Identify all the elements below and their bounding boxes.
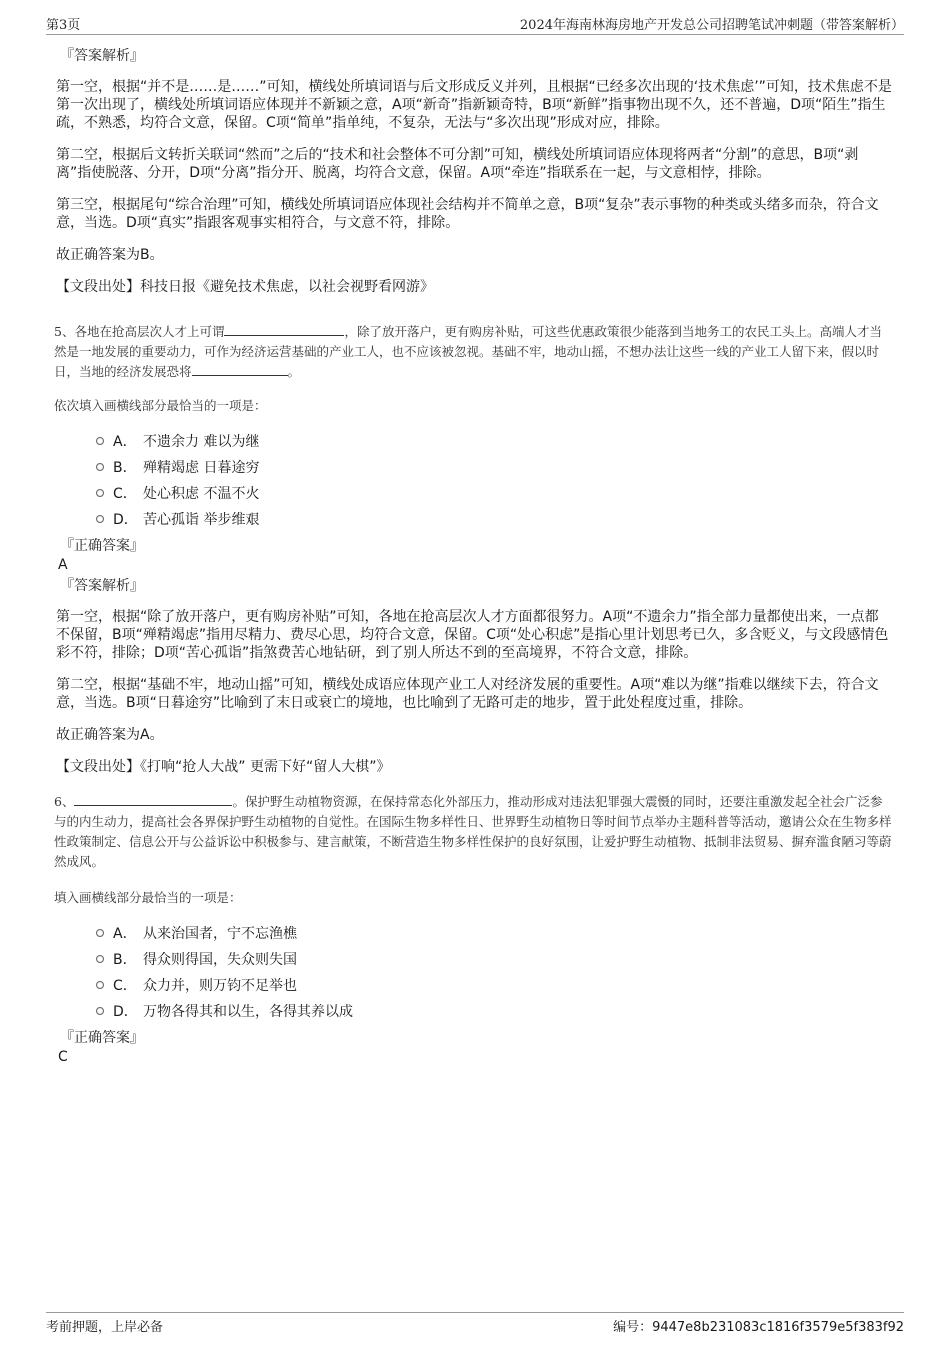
- page-footer: [46, 1312, 904, 1335]
- code-label: 编号：: [613, 1320, 653, 1335]
- q4-source-text: 科技日报《避免技术焦虑，以社会视野看网游》: [140, 279, 434, 295]
- option-text: 苦心孤诣 举步维艰: [143, 512, 260, 528]
- page-content: [56, 46, 892, 1066]
- option-letter: C．: [113, 978, 137, 994]
- q4-source-label: 【文段出处】: [56, 279, 140, 295]
- q6-prompt: 填入画横线部分最恰当的一项是：: [54, 890, 242, 905]
- q6-answer: C: [58, 1049, 68, 1065]
- option-text: 万物各得其和以生，各得其养以成: [143, 1004, 353, 1020]
- radio-icon[interactable]: [96, 463, 104, 471]
- q5-stem-part-1: 各地在抢高层次人才上可谓: [74, 324, 225, 339]
- q6-option-b[interactable]: [96, 946, 892, 972]
- option-letter: D．: [113, 512, 138, 528]
- option-letter: B．: [113, 952, 137, 968]
- q6-option-c[interactable]: [96, 972, 892, 998]
- q5-option-d[interactable]: [96, 506, 892, 532]
- option-text: 处心积虑 不温不火: [143, 486, 260, 502]
- page-header: [46, 14, 904, 35]
- radio-icon[interactable]: [96, 489, 104, 497]
- q4-analysis-para-3: 第三空，根据尾句“综合治理”可知，横线处所填词语应体现社会结构并不简单之意，B项“复杂”表示事物的种类或头绪多而杂，符合文意，当选。D项“真实”指跟客观事实相符合，与文意不符，排除。: [56, 197, 879, 231]
- q5-blank-1: [224, 322, 344, 336]
- page-number: 第3页: [46, 18, 81, 33]
- q5-source-label: 【文段出处】: [56, 759, 140, 775]
- q5-stem: [54, 322, 892, 382]
- q6-options: [96, 920, 892, 1024]
- q5-blank-2: [192, 362, 288, 376]
- q6-stem: [54, 792, 892, 872]
- document-title: 2024年海南林海房地产开发总公司招聘笔试冲刺题（带答案解析）: [519, 18, 904, 33]
- q5-analysis-para-1: 第一空，根据“除了放开落户，更有购房补贴”可知，各地在抢高层次人才方面都很努力。A项“不遗余力”指全部力量都使出来，一点都不保留，B项“殚精竭虑”指用尽精力、费尽心思，均符合文意，保留。C项“处心积虑”是指心里计划思考已久，多含贬义，与文段感情色彩不符，排除；D项“苦心孤诣”指煞费苦心地钻研，到了别人所达不到的至高境界，不符合文意，排除。: [56, 609, 889, 661]
- q4-analysis-para-1: 第一空，根据“并不是……是……”可知，横线处所填词语与后文形成反义并列，且根据“已经多次出现的‘技术焦虑’”可知，技术焦虑不是第一次出现了，横线处所填词语应体现并不新颖之意，A项“新奇”指新颖奇特，B项“新鲜”指事物出现不久，还不普遍，D项“陌生”指生疏，不熟悉，均符合文意，保留。C项“简单”指单纯，不复杂，无法与“多次出现”形成对应，排除。: [56, 79, 892, 131]
- q4-analysis-para-2: 第二空，根据后文转折关联词“然而”之后的“技术和社会整体不可分割”可知，横线处所填词语应体现将两者“分割”的意思，B项“剥离”指使脱落、分开，D项“分离”指分开、脱离，均符合文意，保留。A项“牵连”指联系在一起，与文意相悖，排除。: [56, 147, 859, 181]
- q4-analysis-label: 『答案解析』: [60, 48, 144, 64]
- q5-option-a[interactable]: [96, 428, 892, 454]
- q5-source: [56, 758, 892, 776]
- option-text: 不遗余力 难以为继: [143, 434, 260, 450]
- q5-conclusion: 故正确答案为A。: [56, 727, 164, 743]
- radio-icon[interactable]: [96, 437, 104, 445]
- q5-analysis-label: 『答案解析』: [60, 578, 144, 594]
- q5-prompt: 依次填入画横线部分最恰当的一项是：: [54, 398, 267, 413]
- option-letter: C．: [113, 486, 137, 502]
- option-letter: A．: [113, 434, 137, 450]
- q4-conclusion: 故正确答案为B。: [56, 247, 164, 263]
- q6-number: 6、: [54, 794, 75, 809]
- radio-icon[interactable]: [96, 929, 104, 937]
- q6-option-d[interactable]: [96, 998, 892, 1024]
- radio-icon[interactable]: [96, 981, 104, 989]
- q5-answer: A: [58, 557, 68, 573]
- option-text: 得众则得国，失众则失国: [143, 952, 297, 968]
- option-letter: A．: [113, 926, 137, 942]
- footer-slogan: 考前押题，上岸必备: [46, 1320, 164, 1335]
- q6-answer-label: 『正确答案』: [60, 1030, 144, 1046]
- q5-stem-part-3: 。: [287, 364, 301, 379]
- option-text: 众力并，则万钧不足举也: [143, 978, 297, 994]
- document-code: [613, 1316, 904, 1335]
- q6-option-a[interactable]: [96, 920, 892, 946]
- radio-icon[interactable]: [96, 955, 104, 963]
- code-value: 9447e8b231083c1816f3579e5f383f92: [652, 1320, 904, 1335]
- q6-stem-text: 。保护野生动植物资源，在保持常态化外部压力，推动形成对违法犯罪强大震慑的同时，还要注重激发起全社会广泛参与的内生动力，提高社会各界保护野生动植物的自觉性。在国际生物多样性日、世界野生动植物日等时间节点举办主题科普等活动，邀请公众在生物多样性政策制定、信息公开与公益诉讼中积极参与、建言献策，不断营造生物多样性保护的良好氛围，让爱护野生动植物、抵制非法贸易、摒弃滥食陋习等蔚然成风。: [54, 794, 892, 869]
- q5-option-c[interactable]: [96, 480, 892, 506]
- q6-blank: [74, 792, 232, 806]
- radio-icon[interactable]: [96, 1007, 104, 1015]
- q5-number: 5、: [54, 324, 75, 339]
- q5-option-b[interactable]: [96, 454, 892, 480]
- option-text: 从来治国者，宁不忘渔樵: [143, 926, 297, 942]
- q5-answer-label: 『正确答案』: [60, 538, 144, 554]
- q4-source: [56, 278, 892, 296]
- option-letter: D．: [113, 1004, 138, 1020]
- q5-analysis-para-2: 第二空，根据“基础不牢，地动山摇”可知，横线处成语应体现产业工人对经济发展的重要性。A项“难以为继”指难以继续下去，符合文意，当选。B项“日暮途穷”比喻到了末日或衰亡的境地，也比喻到了无路可走的地步，置于此处程度过重，排除。: [56, 677, 879, 711]
- q5-options: [96, 428, 892, 532]
- option-letter: B．: [113, 460, 137, 476]
- radio-icon[interactable]: [96, 515, 104, 523]
- q5-stem-part-2: ，除了放开落户，更有购房补贴，可这些优惠政策很少能落到当地务工的农民工头上。高端人才当然是一地发展的重要动力，可作为经济运营基础的产业工人，也不应该被忽视。基础不牢，地动山摇，不想办法让这些一线的产业工人留下来，假以时日，当地的经济发展恐将: [54, 324, 882, 379]
- option-text: 殚精竭虑 日暮途穷: [143, 460, 260, 476]
- q5-source-text: 《打响“抢人大战” 更需下好“留人大棋”》: [140, 759, 391, 775]
